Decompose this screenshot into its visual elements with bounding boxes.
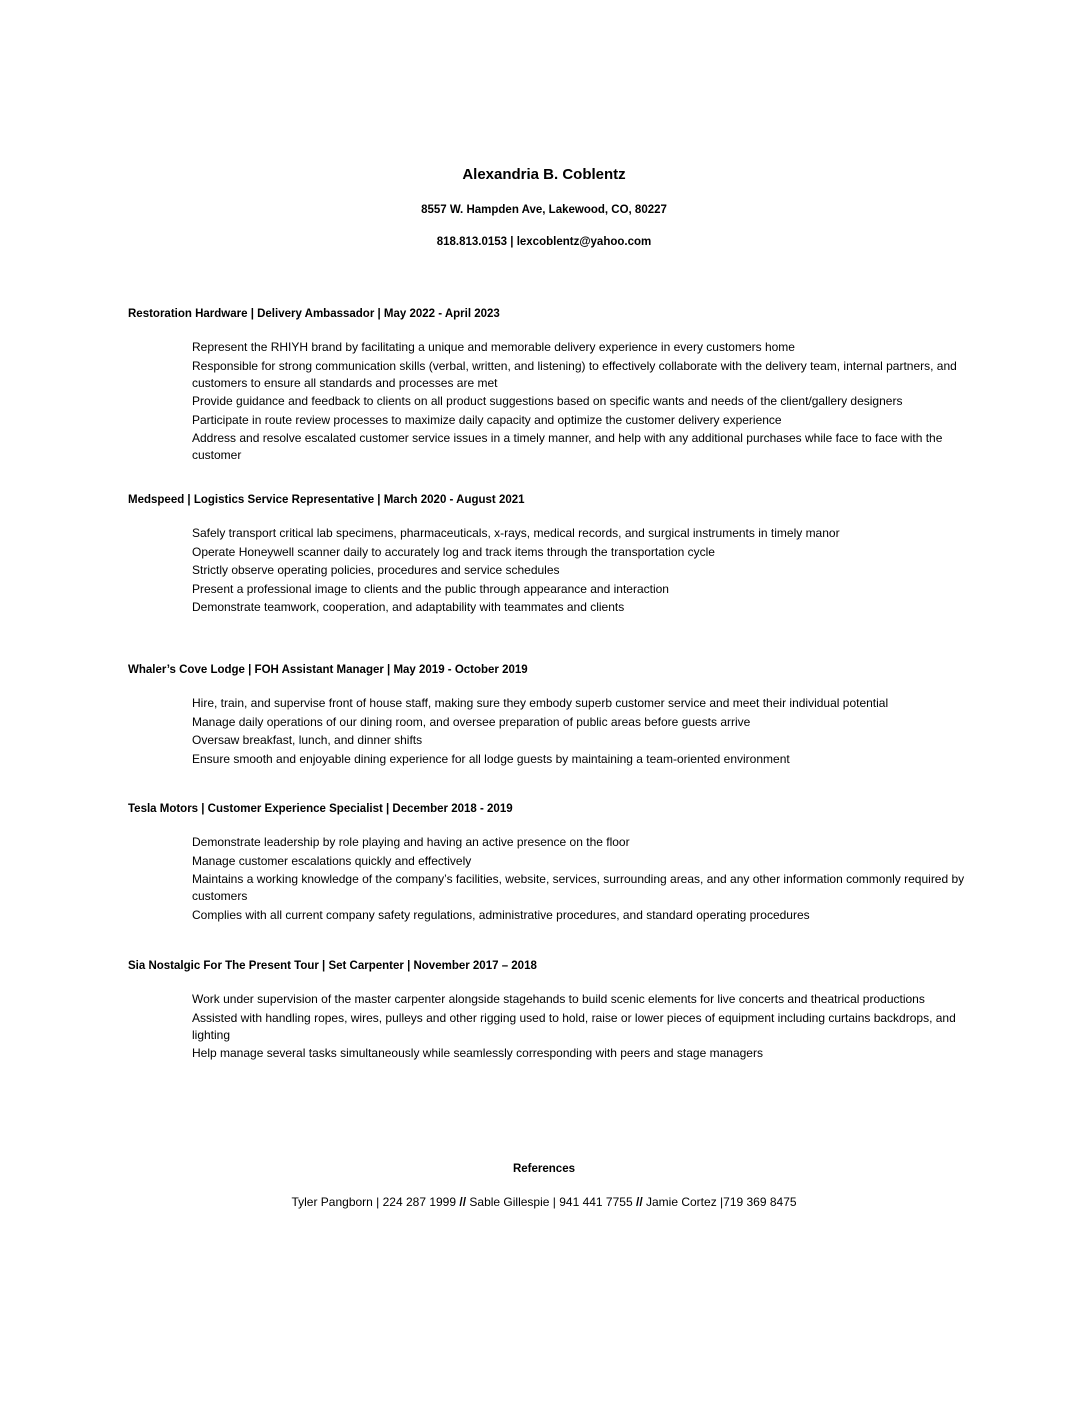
resume-name: Alexandria B. Coblentz [462, 166, 626, 183]
job-bullet: Participate in route review processes to maximize daily capacity and optimize the customer delivery experience [192, 412, 782, 427]
references-line [0, 1195, 1088, 1209]
job-bullet: Oversaw breakfast, lunch, and dinner shifts [192, 733, 423, 747]
reference-separator: // [635, 1195, 643, 1209]
job-bullets [192, 991, 967, 1064]
job-bullet: Demonstrate leadership by role playing and having an active presence on the floor [192, 835, 630, 849]
job-title: Medspeed | Logistics Service Representative | March 2020 - August 2021 [128, 494, 525, 506]
job-bullet: Work under supervision of the master carpenter alongside stagehands to build scenic elements for live concerts and theatrical productions [192, 992, 925, 1006]
job-title: Whaler’s Cove Lodge | FOH Assistant Manager | May 2019 - October 2019 [128, 664, 528, 676]
job-bullets [192, 525, 967, 618]
job-bullet: Address and resolve escalated customer service issues in a timely manner, and help with any additional purchases while face to face with the customer [192, 431, 943, 462]
job-title: Tesla Motors | Customer Experience Specialist | December 2018 - 2019 [128, 803, 513, 815]
job-bullet: Hire, train, and supervise front of house staff, making sure they embody superb customer service and meet their individual potential [192, 696, 889, 710]
job-bullet: Ensure smooth and enjoyable dining experience for all lodge guests by maintaining a team-oriented environment [192, 751, 790, 766]
resume-address: 8557 W. Hampden Ave, Lakewood, CO, 80227 [421, 204, 667, 216]
job-bullet: Safely transport critical lab specimens, pharmaceuticals, x-rays, medical records, and surgical instruments in timely manor [192, 526, 840, 540]
job-bullets [192, 339, 967, 466]
reference-entry: Tyler Pangborn | 224 287 1999 [291, 1195, 457, 1209]
job-bullet: Maintains a working knowledge of the company’s facilities, website, services, surrounding areas, and any other information commonly required by customers [192, 872, 965, 903]
references-title: References [512, 1163, 575, 1175]
job-bullet: Manage customer escalations quickly and effectively [192, 853, 472, 868]
job-title: Sia Nostalgic For The Present Tour | Set Carpenter | November 2017 – 2018 [128, 960, 537, 972]
job-bullet: Provide guidance and feedback to clients on all product suggestions based on specific wants and needs of the client/gallery designers [192, 394, 903, 408]
job-bullet: Assisted with handling ropes, wires, pulleys and other rigging used to hold, raise or lower pieces of equipment including curtains backdrops, and lighting [192, 1010, 956, 1042]
job-bullet: Strictly observe operating policies, procedures and service schedules [192, 563, 560, 577]
job-bullet: Present a professional image to clients and the public through appearance and interaction [192, 581, 669, 596]
job-bullet: Operate Honeywell scanner daily to accurately log and track items through the transportation cycle [192, 544, 715, 559]
reference-entry: Jamie Cortez |719 369 8475 [646, 1195, 797, 1209]
reference-separator: // [459, 1195, 467, 1209]
job-bullets [192, 834, 967, 925]
job-bullet: Manage daily operations of our dining room, and oversee preparation of public areas before guests arrive [192, 714, 751, 729]
reference-entry: Sable Gillespie | 941 441 7755 [469, 1195, 633, 1209]
job-bullet: Help manage several tasks simultaneously while seamlessly corresponding with peers and stage managers [192, 1046, 763, 1060]
job-bullet: Responsible for strong communication skills (verbal, written, and listening) to effectively collaborate with the delivery team, internal partners, and customers to ensure all standards and processes are met [192, 358, 957, 390]
job-title: Restoration Hardware | Delivery Ambassador | May 2022 - April 2023 [128, 308, 500, 320]
resume-contact: 818.813.0153 | lexcoblentz@yahoo.com [436, 236, 652, 248]
job-bullet: Represent the RHIYH brand by facilitating a unique and memorable delivery experience in every customers home [192, 340, 795, 354]
job-bullets [192, 695, 967, 769]
job-bullet: Demonstrate teamwork, cooperation, and adaptability with teammates and clients [192, 600, 625, 614]
job-bullet: Complies with all current company safety regulations, administrative procedures, and standard operating procedures [192, 907, 810, 922]
